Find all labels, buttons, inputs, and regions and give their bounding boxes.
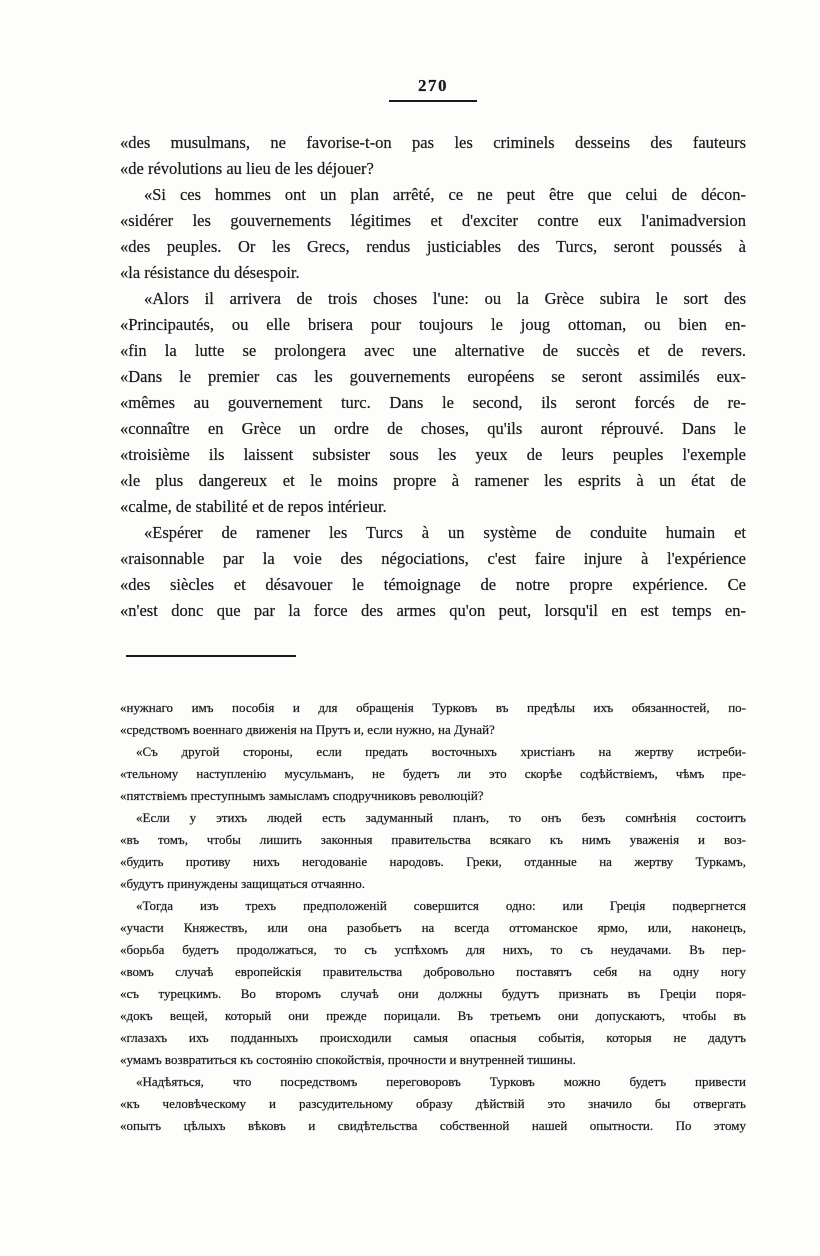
text-line: «умамъ возвратиться къ состоянію спокойствія, прочности и внутренней тишины. xyxy=(120,1052,576,1067)
text-line: «la résistance du désespoir. xyxy=(120,263,300,282)
text-line: «troisième ils laissent subsister sous les yeux de leurs peuples l'exemple xyxy=(120,445,746,464)
text-line: «raisonnable par la voie des négociations, c'est faire injure à l'expérience xyxy=(120,549,746,568)
text-line: «le plus dangereux et le moins propre à ramener les esprits à un état de xyxy=(120,471,746,490)
text-line: «къ человѣческому и разсудительному образу дѣйствій это значило бы отвергать xyxy=(120,1096,746,1111)
text-line: «Espérer de ramener les Turcs à un système de conduite humain et xyxy=(144,523,746,542)
text-line: «пятствіемъ преступнымъ замысламъ сподручниковъ революцій? xyxy=(120,788,484,803)
page-content xyxy=(120,76,746,1137)
text-line: «нужнаго имъ пособія и для обращенія Турковъ въ предѣлы ихъ обязанностей, по- xyxy=(120,700,746,715)
paragraph xyxy=(120,697,746,741)
text-line: «участи Княжествъ, или она разобьетъ на всегда оттоманское ярмо, или, наконецъ, xyxy=(120,920,746,935)
text-line: «des siècles et désavouer le témoignage de notre propre expérience. Ce xyxy=(120,575,746,594)
text-line: «des peuples. Or les Grecs, rendus justiciables des Turcs, seront poussés à xyxy=(120,237,746,256)
footnote-separator-rule xyxy=(126,655,296,657)
text-line: «борьба будетъ продолжаться, то съ успѣхомъ для нихъ, то съ неудачами. Въ пер- xyxy=(120,942,746,957)
text-line: «de révolutions au lieu de les déjouer? xyxy=(120,159,374,178)
page-number-rule xyxy=(389,100,477,102)
paragraph xyxy=(120,286,746,520)
text-line: «средствомъ военнаго движенія на Прутъ и, если нужно, на Дунай? xyxy=(120,722,495,737)
paragraph xyxy=(120,1071,746,1137)
text-line: «n'est donc que par la force des armes qu'on peut, lorsqu'il en est temps en- xyxy=(120,601,746,620)
page-number: 270 xyxy=(418,76,448,95)
text-line: «connaître en Grèce un ordre de choses, qu'ils auront réprouvé. Dans le xyxy=(120,419,746,438)
text-line: «тельному наступленію мусульманъ, не будетъ ли это скорѣе содѣйствіемъ, чѣмъ пре- xyxy=(120,766,746,781)
text-line: «sidérer les gouvernements légitimes et d'exciter contre eux l'animadversion xyxy=(120,211,746,230)
paragraph xyxy=(120,182,746,286)
footnote-block xyxy=(120,697,746,1137)
text-line: «Съ другой стороны, если предать восточныхъ христіанъ на жертву истреби- xyxy=(136,744,746,759)
text-line: «будить противу нихъ негодованіе народовъ. Греки, отданные на жертву Туркамъ, xyxy=(120,854,746,869)
text-line: «des musulmans, ne favorise-t-on pas les criminels desseins des fauteurs xyxy=(120,133,746,152)
text-line: «mêmes au gouvernement turc. Dans le second, ils seront forcés de re- xyxy=(120,393,746,412)
text-line: «Тогда изъ трехъ предположеній совершится одно: или Греція подвергнется xyxy=(136,898,746,913)
paragraph xyxy=(120,520,746,624)
text-line: «докъ вещей, который они прежде порицали. Въ третьемъ они допускаютъ, чтобы въ xyxy=(120,1008,746,1023)
text-line: «глазахъ ихъ подданныхъ происходили самыя опасныя событія, которыя не дадутъ xyxy=(120,1030,746,1045)
text-line: «Alors il arrivera de trois choses l'une: ou la Grèce subira le sort des xyxy=(144,289,746,308)
paragraph xyxy=(120,741,746,807)
text-line: «calme, de stabilité et de repos intérieur. xyxy=(120,497,387,516)
main-text-block xyxy=(120,130,746,624)
text-line: «Надѣяться, что посредствомъ переговоровъ Турковъ можно будетъ привести xyxy=(136,1074,746,1089)
text-line: «Если у этихъ людей есть задуманный планъ, то онъ безъ сомнѣнія состоитъ xyxy=(136,810,746,825)
text-line: «будутъ принуждены защищаться отчаянно. xyxy=(120,876,365,891)
text-line: «въ томъ, чтобы лишить законныя правительства всякаго къ нимъ уваженія и воз- xyxy=(120,832,746,847)
text-line: «съ турецкимъ. Во второмъ случаѣ они должны будутъ признать въ Греціи поря- xyxy=(120,986,746,1001)
paragraph xyxy=(120,130,746,182)
text-line: «Principautés, ou elle brisera pour toujours le joug ottoman, ou bien en- xyxy=(120,315,746,334)
text-line: «Si ces hommes ont un plan arrêté, ce ne peut être que celui de décon- xyxy=(144,185,746,204)
text-line: «вомъ случаѣ европейскія правительства добровольно поставятъ себя на одну ногу xyxy=(120,964,746,979)
paragraph xyxy=(120,895,746,1071)
text-line: «опытъ цѣлыхъ вѣковъ и свидѣтельства собственной нашей опытности. По этому xyxy=(120,1118,746,1133)
text-line: «Dans le premier cas les gouvernements européens se seront assimilés eux- xyxy=(120,367,746,386)
paragraph xyxy=(120,807,746,895)
text-line: «fin la lutte se prolongera avec une alternative de succès et de revers. xyxy=(120,341,746,360)
